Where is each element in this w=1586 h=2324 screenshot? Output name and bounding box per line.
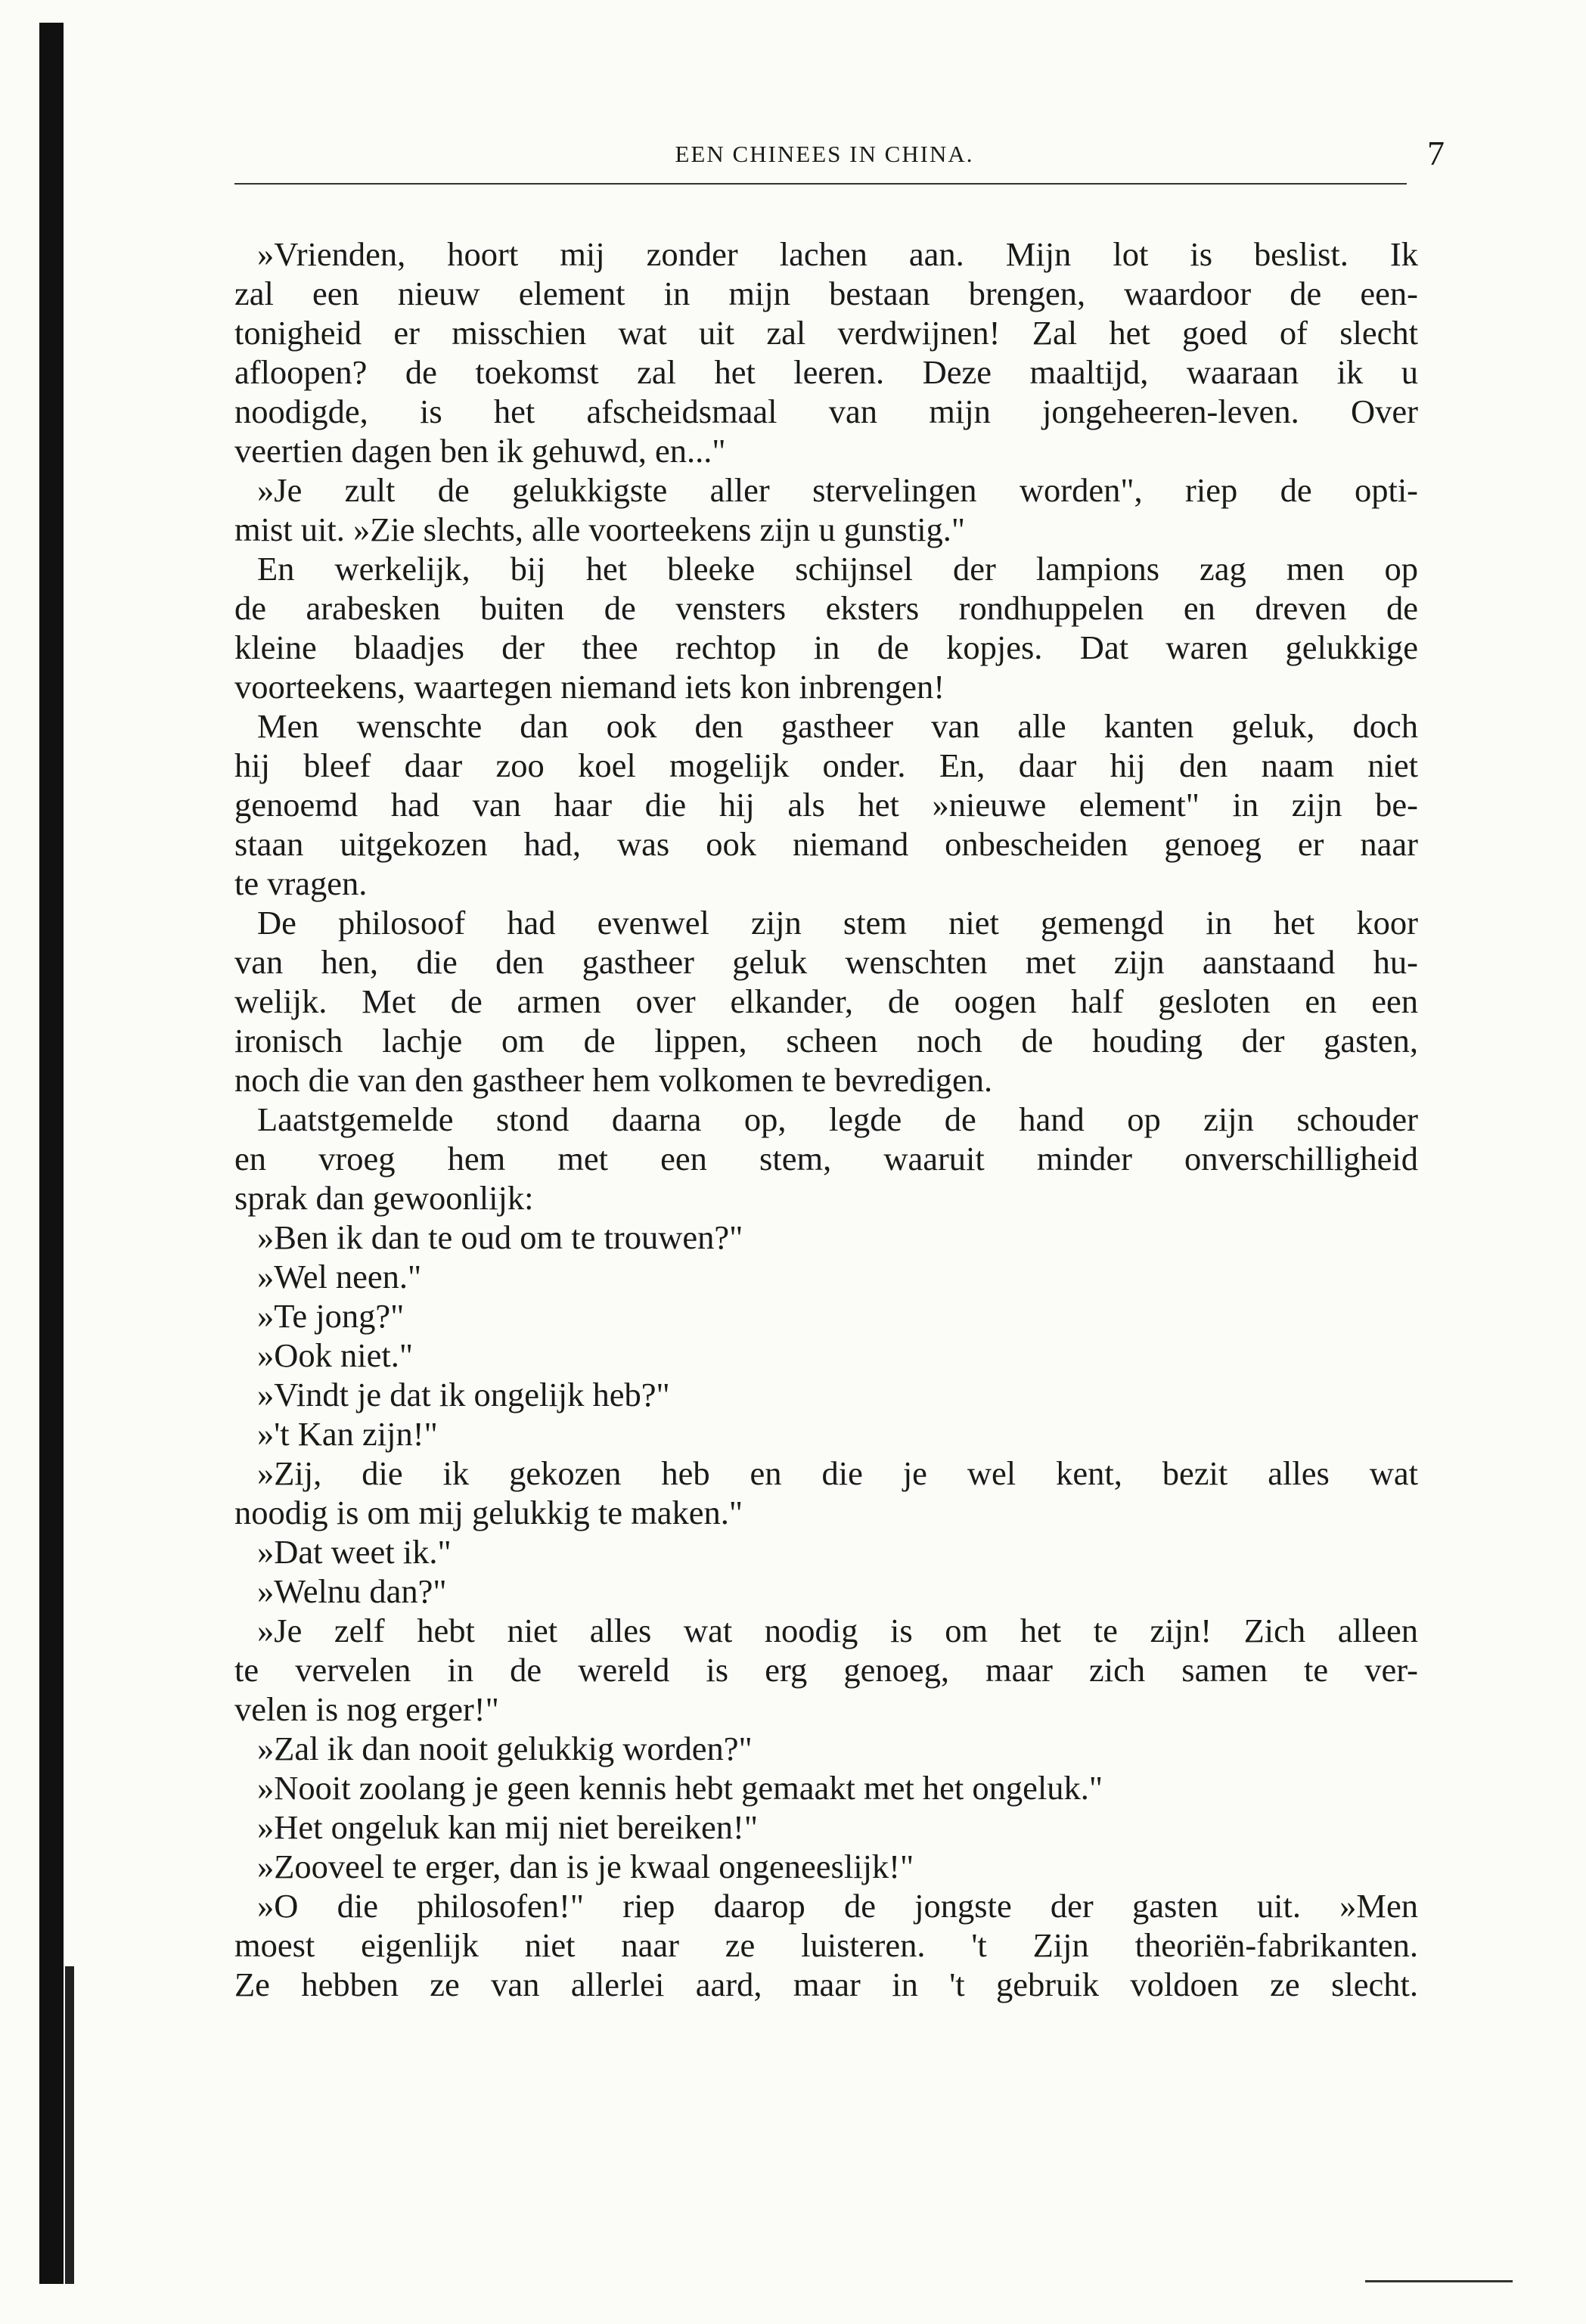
text-line: Men wenschte dan ook den gastheer van alle kanten geluk, doch bbox=[257, 707, 1418, 745]
text-line: en vroeg hem met een stem, waaruit minder onverschilligheid bbox=[234, 1140, 1418, 1178]
text-line: de arabesken buiten de vensters eksters rondhuppelen en dreven de bbox=[234, 589, 1418, 627]
text-line: noch die van den gastheer hem volkomen te bevredigen. bbox=[234, 1061, 993, 1099]
text-line: »Zal ik dan nooit gelukkig worden?" bbox=[257, 1730, 753, 1767]
text-line: »Wel neen." bbox=[257, 1258, 422, 1295]
footer-rule bbox=[1365, 2280, 1513, 2282]
text-line: »Ook niet." bbox=[257, 1336, 414, 1374]
text-line: »Welnu dan?" bbox=[257, 1572, 447, 1610]
text-line: »'t Kan zijn!" bbox=[257, 1415, 438, 1453]
text-line: »Vindt je dat ik ongelijk heb?" bbox=[257, 1376, 670, 1413]
text-line: »Ben ik dan te oud om te trouwen?" bbox=[257, 1218, 743, 1256]
text-line: te vragen. bbox=[234, 864, 368, 902]
text-line: De philosoof had evenwel zijn stem niet gemengd in het koor bbox=[257, 904, 1418, 942]
text-line: veertien dagen ben ik gehuwd, en..." bbox=[234, 432, 726, 470]
text-line: »Nooit zoolang je geen kennis hebt gemaakt met het ongeluk." bbox=[257, 1769, 1103, 1807]
text-line: »Dat weet ik." bbox=[257, 1533, 452, 1571]
text-line: kleine blaadjes der thee rechtop in de kopjes. Dat waren gelukkige bbox=[234, 628, 1418, 666]
text-line: Laatstgemelde stond daarna op, legde de hand op zijn schouder bbox=[257, 1100, 1418, 1138]
text-line: »Vrienden, hoort mij zonder lachen aan. Mijn lot is beslist. Ik bbox=[257, 235, 1418, 273]
text-line: staan uitgekozen had, was ook niemand onbescheiden genoeg er naar bbox=[234, 825, 1418, 863]
text-line: moest eigenlijk niet naar ze luisteren. 't Zijn theoriën-fabrikanten. bbox=[234, 1926, 1418, 1964]
text-line: afloopen? de toekomst zal het leeren. Deze maaltijd, waaraan ik u bbox=[234, 353, 1418, 391]
text-line: »O die philosofen!" riep daarop de jongste der gasten uit. »Men bbox=[257, 1887, 1418, 1925]
text-line: sprak dan gewoonlijk: bbox=[234, 1179, 534, 1217]
text-line: voorteekens, waartegen niemand iets kon inbrengen! bbox=[234, 668, 945, 706]
body-text bbox=[234, 234, 1418, 2004]
text-line: »Het ongeluk kan mij niet bereiken!" bbox=[257, 1808, 758, 1846]
text-line: En werkelijk, bij het bleeke schijnsel der lampions zag men op bbox=[257, 550, 1418, 588]
text-line: te vervelen in de wereld is erg genoeg, maar zich samen te ver- bbox=[234, 1651, 1418, 1689]
text-line: velen is nog erger!" bbox=[234, 1690, 499, 1728]
text-line: welijk. Met de armen over elkander, de oogen half gesloten en een bbox=[234, 982, 1418, 1020]
text-line: »Je zult de gelukkigste aller stervelingen worden", riep de opti- bbox=[257, 471, 1418, 509]
binding-edge bbox=[39, 23, 64, 2284]
text-line: »Zij, die ik gekozen heb en die je wel kent, bezit alles wat bbox=[257, 1454, 1418, 1492]
text-line: mist uit. »Zie slechts, alle voorteekens zijn u gunstig." bbox=[234, 510, 966, 548]
text-line: hij bleef daar zoo koel mogelijk onder. En, daar hij den naam niet bbox=[234, 746, 1418, 784]
text-line: noodigde, is het afscheidsmaal van mijn jongeheeren-leven. Over bbox=[234, 393, 1418, 430]
header-rule bbox=[234, 183, 1407, 185]
running-title: EEN CHINEES IN CHINA. bbox=[675, 141, 974, 167]
binding-edge-shadow bbox=[65, 1966, 74, 2284]
text-line: »Zooveel te erger, dan is je kwaal ongeneeslijk!" bbox=[257, 1848, 914, 1885]
page-number: 7 bbox=[1427, 134, 1445, 172]
text-line: tonigheid er misschien wat uit zal verdwijnen! Zal het goed of slecht bbox=[234, 314, 1418, 352]
text-line: »Je zelf hebt niet alles wat noodig is om het te zijn! Zich alleen bbox=[257, 1612, 1418, 1649]
running-head bbox=[234, 134, 1445, 178]
text-line: genoemd had van haar die hij als het »nieuwe element" in zijn be- bbox=[234, 786, 1418, 824]
text-line: van hen, die den gastheer geluk wenschten met zijn aanstaand hu- bbox=[234, 943, 1418, 981]
text-line: zal een nieuw element in mijn bestaan brengen, waardoor de een- bbox=[234, 275, 1418, 312]
text-line: Ze hebben ze van allerlei aard, maar in 't gebruik voldoen ze slecht. bbox=[234, 1966, 1418, 2003]
text-line: noodig is om mij gelukkig te maken." bbox=[234, 1494, 743, 1531]
text-line: »Te jong?" bbox=[257, 1297, 405, 1335]
text-line: ironisch lachje om de lippen, scheen noch de houding der gasten, bbox=[234, 1022, 1418, 1060]
